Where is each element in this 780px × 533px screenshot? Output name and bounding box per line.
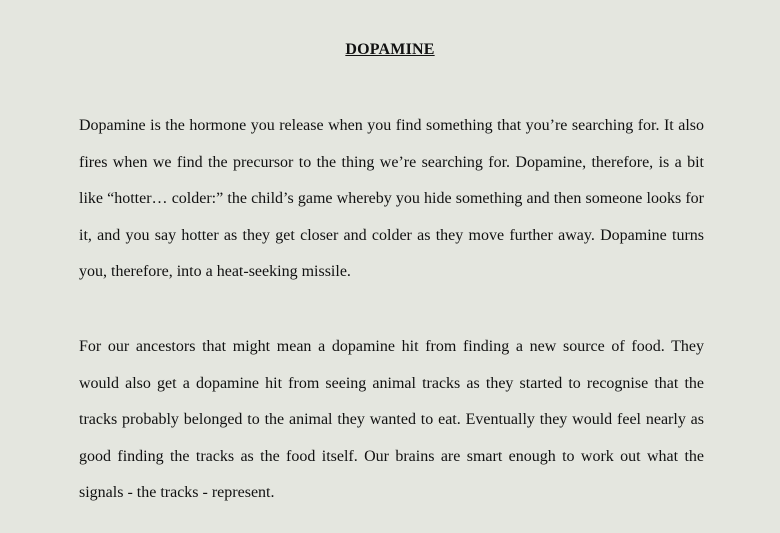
document-title: DOPAMINE bbox=[345, 41, 435, 58]
paragraph-dopamine-definition: Dopamine is the hormone you release when you find something that you’re searching for. It also fires when we find the precursor to the thing we’re searching for. Dopamine, therefore, is a bit like “hotter… colder:” the child’s game whereby you hide something and then someone looks for it, and you say hotter as they get closer and colder as they move further away. Dopamine turns you, therefore, into a heat-seeking missile. bbox=[79, 117, 704, 281]
paragraph-ancestors: For our ancestors that might mean a dopamine hit from finding a new source of food. They would also get a dopamine hit from seeing animal tracks as they started to recognise that the tracks probably belonged to the animal they wanted to eat. Eventually they would feel nearly as good finding the tracks as the food itself. Our brains are smart enough to work out what the signals - the tracks - represent. bbox=[79, 338, 704, 502]
